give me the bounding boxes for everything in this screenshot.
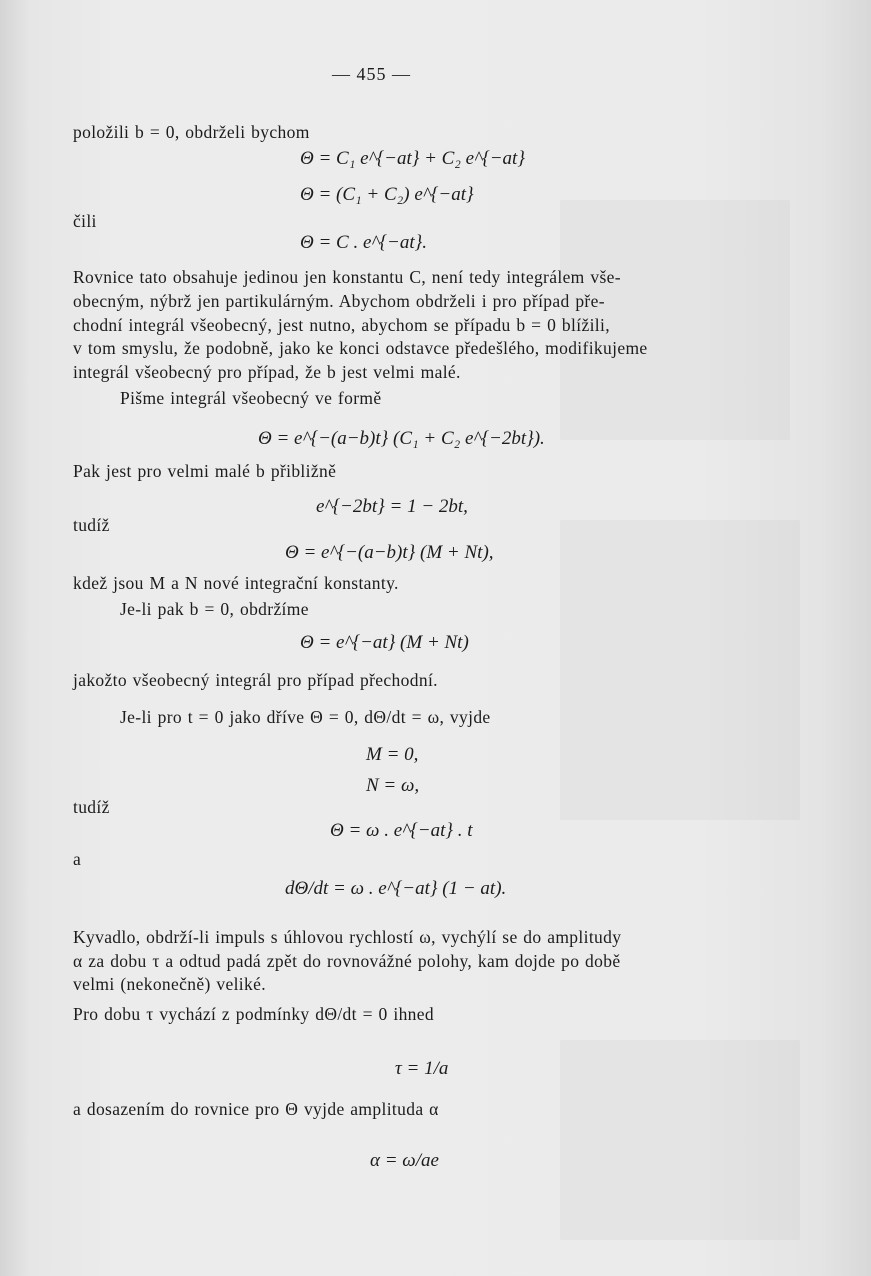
equation: α = ω/ae [370,1150,439,1171]
text-line: kdež jsou M a N nové integrační konstanty. [73,573,399,593]
bleed-through-shadow [560,520,800,820]
equation: Θ = e^{−at} (M + Nt) [300,632,469,653]
text-line: položili b = 0, obdrželi bychom [73,122,310,142]
text-line: Pro dobu τ vychází z podmínky dΘ/dt = 0 ihned [73,1004,434,1024]
text-line: jakožto všeobecný integrál pro případ přechodní. [73,670,438,690]
equation: Θ = (C₁ + C₂) e^{−at} [300,184,474,205]
equation: M = 0, [366,744,419,765]
text-line: α za dobu τ a odtud padá zpět do rovnovážné polohy, kam dojde po době [73,951,621,971]
equation: Θ = C . e^{−at}. [300,232,427,253]
equation: Θ = e^{−(a−b)t} (M + Nt), [285,542,494,563]
text-line: tudíž [73,797,110,817]
equation: Θ = C₁ e^{−at} + C₂ e^{−at} [300,148,525,169]
text-line: chodní integrál všeobecný, jest nutno, abychom se případu b = 0 blížili, [73,315,610,335]
text-line: integrál všeobecný pro případ, že b jest velmi malé. [73,362,461,382]
text-line: obecným, nýbrž jen partikulárným. Abychom obdrželi i pro případ pře- [73,291,605,311]
text-line: Pak jest pro velmi malé b přibližně [73,461,337,481]
text-line: v tom smyslu, že podobně, jako ke konci odstavce předešlého, modifikujeme [73,338,648,358]
text-line: Rovnice tato obsahuje jedinou jen konstantu C, není tedy integrálem vše- [73,267,621,287]
text-line: velmi (nekonečně) veliké. [73,974,266,994]
text-line: a dosazením do rovnice pro Θ vyjde amplituda α [73,1099,439,1119]
text-line: Je-li pro t = 0 jako dříve Θ = 0, dΘ/dt = ω, vyjde [120,707,491,727]
text-line: čili [73,211,97,231]
text-line: Pišme integrál všeobecný ve formě [120,388,382,408]
page-number: — 455 — [332,64,411,84]
equation: Θ = ω . e^{−at} . t [330,820,473,841]
text-line: Je-li pak b = 0, obdržíme [120,599,309,619]
equation: τ = 1/a [395,1058,449,1079]
equation: dΘ/dt = ω . e^{−at} (1 − at). [285,878,507,899]
bleed-through-shadow [560,1040,800,1240]
equation: e^{−2bt} = 1 − 2bt, [316,496,468,517]
equation: N = ω, [366,775,420,796]
text-line: a [73,849,82,869]
text-line: tudíž [73,515,110,535]
text-line: Kyvadlo, obdrží-li impuls s úhlovou rychlostí ω, vychýlí se do amplitudy [73,927,622,947]
equation: Θ = e^{−(a−b)t} (C₁ + C₂ e^{−2bt}). [258,428,545,449]
